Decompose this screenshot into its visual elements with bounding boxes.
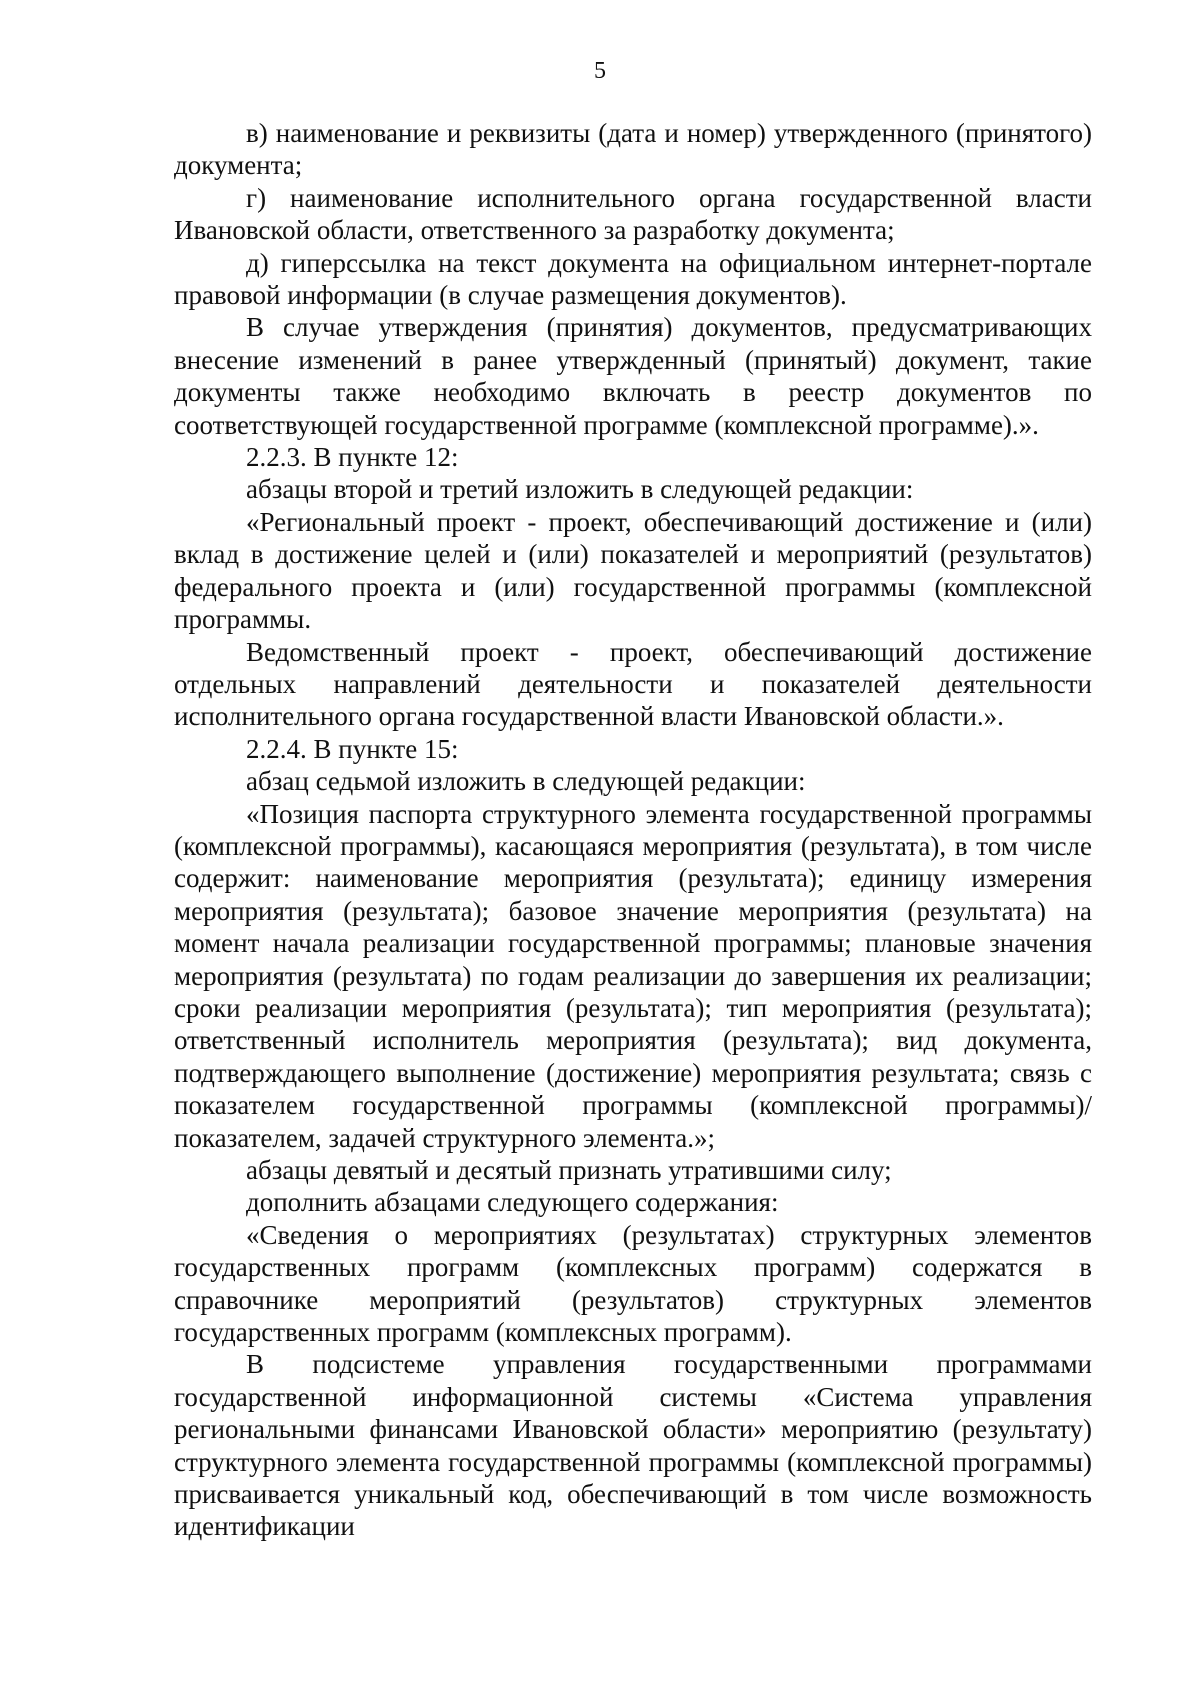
paragraph-passport-position: «Позиция паспорта структурного элемента государственной программы (комплексной программы), касающаяся мероприятия (результата), в том числе содержит: наименование мероприятия (результата); единицу измерения мероприятия (результата); базовое значение мероприятия (результата) на момент начала реализации государственной программы; плановые значения мероприятия (результата) по годам реализации до завершения их реализации; сроки реализации мероприятия (результата); тип мероприятия (результата); ответственный исполнитель мероприятия (результата); вид документа, подтверждающего выполнение (достижение) мероприятия результата; связь с показателем государственной программы (комплексной программы)/показателем, задачей структурного элемента.»; xyxy=(174,798,1092,1153)
paragraph-clause-2-2-4: 2.2.4. В пункте 15: xyxy=(246,733,459,764)
paragraph-departmental-project: Ведомственный проект - проект, обеспечивающий достижение отдельных направлений деятельности и показателей деятельности исполнительного органа государственной власти Ивановской области.». xyxy=(174,636,1092,732)
paragraph-item-v: в) наименование и реквизиты (дата и номер) утвержденного (принятого) документа; xyxy=(174,118,1092,181)
paragraph-regional-project: «Региональный проект - проект, обеспечивающий достижение и (или) вклад в достижение целей и (или) показателей и мероприятий (результатов) федерального проекта и (или) государственной программы (комплексной программы. xyxy=(174,506,1092,635)
paragraph-item-g: г) наименование исполнительного органа государственной власти Ивановской области, ответственного за разработку документа; xyxy=(174,182,1092,246)
paragraph-instruction-12: абзацы второй и третий изложить в следующей редакции: xyxy=(246,474,914,505)
document-body xyxy=(174,117,1092,1543)
paragraph-repeal: абзацы девятый и десятый признать утратившими силу; xyxy=(246,1155,892,1185)
paragraph-reference-book: «Сведения о мероприятиях (результатах) структурных элементов государственных программ (комплексных программ) содержатся в справочнике мероприятий (результатов) структурных элементов государственных программ (комплексных программ). xyxy=(174,1219,1092,1348)
paragraph-subsystem: В подсистеме управления государственными программами государственной информационной системы «Система управления региональными финансами Ивановской области» мероприятию (результату) структурного элемента государственной программы (комплексной программы) присваивается уникальный код, обеспечивающий в том числе возможность идентификации xyxy=(174,1349,1092,1542)
paragraph-amendment-note: В случае утверждения (принятия) документов, предусматривающих внесение изменений в ранее утвержденный (принятый) документ, такие документы также необходимо включать в реестр документов по соответствующей государственной программе (комплексной программе).». xyxy=(174,312,1092,440)
paragraph-clause-2-2-3: 2.2.3. В пункте 12: xyxy=(246,442,459,473)
paragraph-supplement: дополнить абзацами следующего содержания: xyxy=(246,1187,779,1218)
paragraph-item-d: д) гиперссылка на текст документа на официальном интернет-портале правовой информации (в случае размещения документов). xyxy=(174,247,1092,311)
page-number: 5 xyxy=(594,58,606,84)
paragraph-instruction-15: абзац седьмой изложить в следующей редакции: xyxy=(246,766,806,797)
